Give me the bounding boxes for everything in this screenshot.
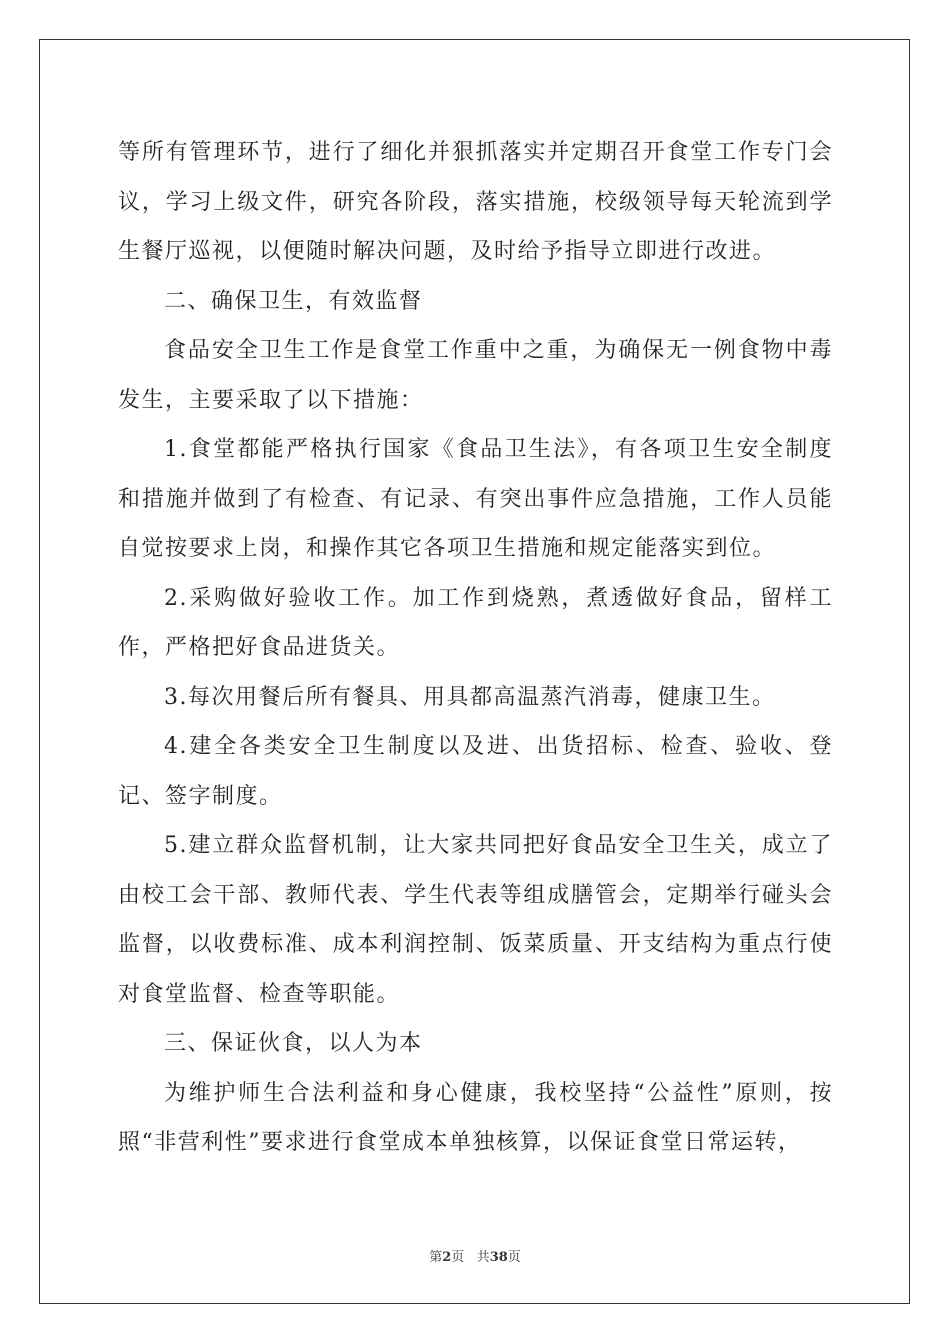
total-unit: 页 — [507, 1250, 521, 1265]
page-footer — [0, 1246, 950, 1265]
page-prefix: 第 — [429, 1250, 443, 1265]
paragraph: 等所有管理环节，进行了细化并狠抓落实并定期召开食堂工作专门会议，学习上级文件，研究各阶段，落实措施，校级领导每天轮流到学生餐厅巡视，以便随时解决问题，及时给予指导立即进行改进。 — [118, 140, 833, 264]
list-item: 1.食堂都能严格执行国家《食品卫生法》，有各项卫生安全制度和措施并做到了有检查、有记录、有突出事件应急措施，工作人员能自觉按要求上岗，和操作其它各项卫生措施和规定能落实到位。 — [118, 437, 833, 561]
document-body — [118, 128, 833, 1168]
total-prefix: 共 — [476, 1250, 490, 1265]
list-item: 5.建立群众监督机制，让大家共同把好食品安全卫生关，成立了由校工会干部、教师代表、学生代表等组成膳管会，定期举行碰头会监督，以收费标准、成本利润控制、饭菜质量、开支结构为重点行使对食堂监督、检查等职能。 — [118, 833, 833, 1007]
list-item: 2.采购做好验收工作。加工作到烧熟，煮透做好食品，留样工作，严格把好食品进货关。 — [118, 585, 833, 660]
section-heading: 三、保证伙食，以人为本 — [164, 1031, 423, 1056]
page-total: 38 — [489, 1250, 508, 1265]
paragraph: 食品安全卫生工作是食堂工作重中之重，为确保无一例食物中毒发生，主要采取了以下措施： — [118, 338, 833, 413]
paragraph: 为维护师生合法利益和身心健康，我校坚持“公益性”原则，按照“非营利性”要求进行食堂成本单独核算，以保证食堂日常运转， — [118, 1080, 833, 1155]
page-unit: 页 — [451, 1250, 465, 1265]
page-current: 2 — [442, 1250, 452, 1265]
section-heading: 二、确保卫生，有效监督 — [164, 288, 423, 314]
list-item: 3.每次用餐后所有餐具、用具都高温蒸汽消毒，健康卫生。 — [164, 684, 776, 710]
list-item: 4.建全各类安全卫生制度以及进、出货招标、检查、验收、登记、签字制度。 — [118, 734, 833, 809]
